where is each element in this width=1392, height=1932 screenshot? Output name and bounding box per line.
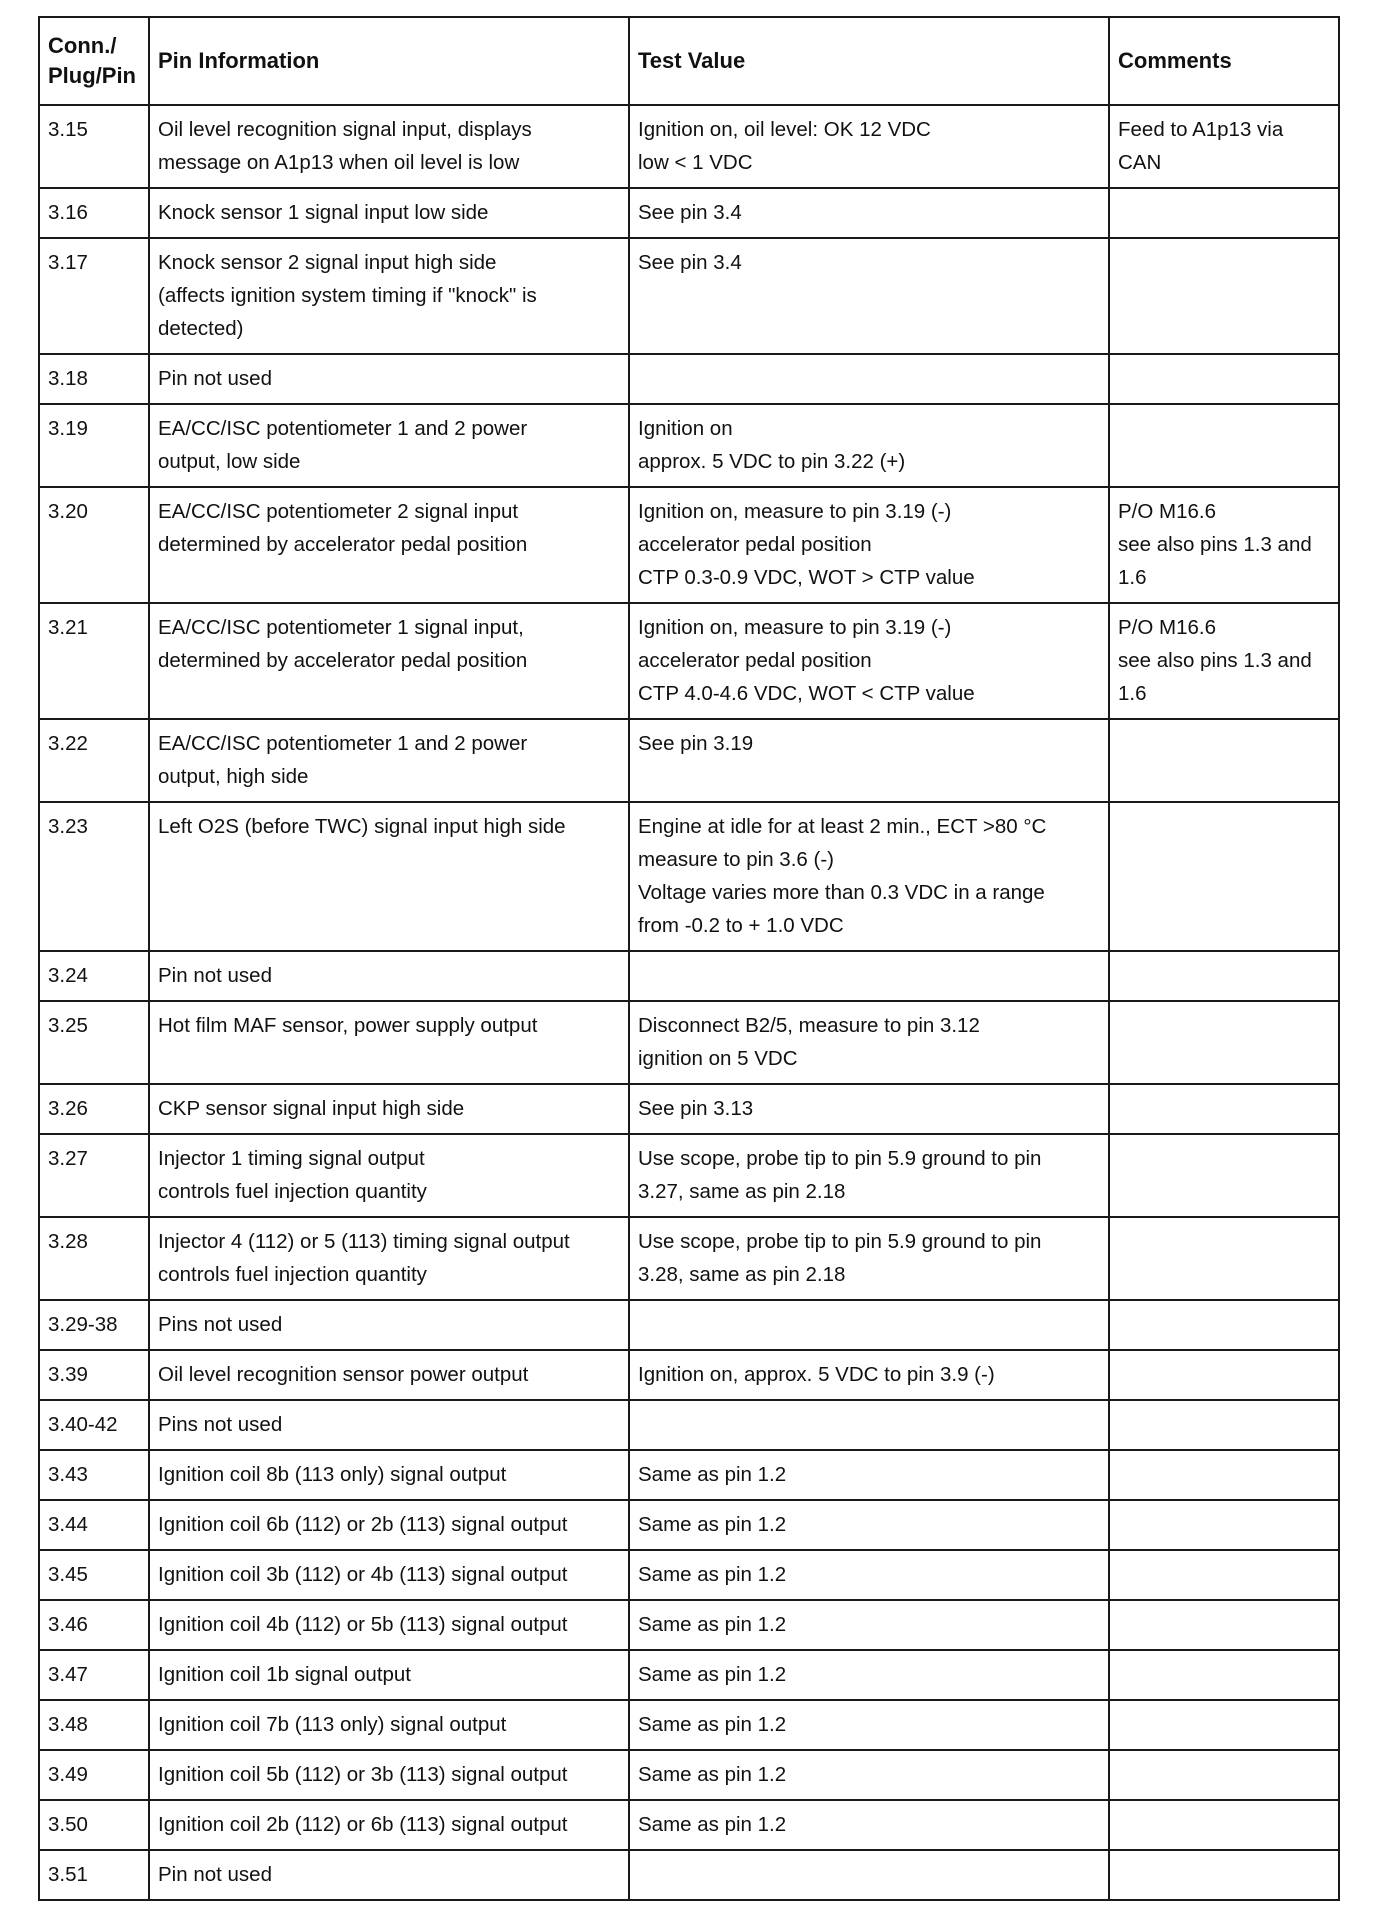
cell-pin: 3.40-42 <box>39 1400 149 1450</box>
cell-test-value <box>629 1850 1109 1900</box>
cell-comments <box>1109 1300 1339 1350</box>
cell-comments <box>1109 1350 1339 1400</box>
cell-pin: 3.43 <box>39 1450 149 1500</box>
cell-comments <box>1109 188 1339 238</box>
table-row <box>39 802 1339 951</box>
cell-pin-information: EA/CC/ISC potentiometer 1 signal input, determined by accelerator pedal position <box>149 603 629 719</box>
table-row <box>39 1084 1339 1134</box>
table-row <box>39 354 1339 404</box>
cell-pin-information: Knock sensor 1 signal input low side <box>149 188 629 238</box>
cell-pin-information: CKP sensor signal input high side <box>149 1084 629 1134</box>
cell-comments <box>1109 1850 1339 1900</box>
cell-pin: 3.27 <box>39 1134 149 1217</box>
table-row <box>39 1700 1339 1750</box>
cell-comments <box>1109 1134 1339 1217</box>
cell-pin-information: Pin not used <box>149 354 629 404</box>
table-row <box>39 1750 1339 1800</box>
cell-pin: 3.29-38 <box>39 1300 149 1350</box>
cell-pin-information: Hot film MAF sensor, power supply output <box>149 1001 629 1084</box>
cell-pin-information: Ignition coil 4b (112) or 5b (113) signal output <box>149 1600 629 1650</box>
cell-pin: 3.46 <box>39 1600 149 1650</box>
table-row <box>39 105 1339 188</box>
cell-pin-information: Oil level recognition sensor power output <box>149 1350 629 1400</box>
pin-information-table <box>38 16 1340 1901</box>
cell-pin: 3.45 <box>39 1550 149 1600</box>
cell-pin-information: EA/CC/ISC potentiometer 1 and 2 power output, low side <box>149 404 629 487</box>
cell-test-value: Ignition on, measure to pin 3.19 (-) accelerator pedal position CTP 0.3-0.9 VDC, WOT > CTP value <box>629 487 1109 603</box>
cell-pin-information: Ignition coil 6b (112) or 2b (113) signal output <box>149 1500 629 1550</box>
header-test-value: Test Value <box>629 17 1109 105</box>
cell-pin: 3.24 <box>39 951 149 1001</box>
table-row <box>39 951 1339 1001</box>
cell-comments: P/O M16.6 see also pins 1.3 and 1.6 <box>1109 603 1339 719</box>
cell-comments <box>1109 1750 1339 1800</box>
cell-pin: 3.21 <box>39 603 149 719</box>
table-row <box>39 1850 1339 1900</box>
table-row <box>39 404 1339 487</box>
cell-test-value <box>629 1300 1109 1350</box>
cell-test-value: Disconnect B2/5, measure to pin 3.12 ignition on 5 VDC <box>629 1001 1109 1084</box>
cell-pin: 3.20 <box>39 487 149 603</box>
cell-pin-information: Injector 4 (112) or 5 (113) timing signal output controls fuel injection quantity <box>149 1217 629 1300</box>
cell-pin-information: Pins not used <box>149 1400 629 1450</box>
cell-comments: Feed to A1p13 via CAN <box>1109 105 1339 188</box>
cell-comments <box>1109 1400 1339 1450</box>
cell-comments <box>1109 1800 1339 1850</box>
cell-test-value <box>629 354 1109 404</box>
cell-test-value: Same as pin 1.2 <box>629 1550 1109 1600</box>
cell-pin-information: Ignition coil 1b signal output <box>149 1650 629 1700</box>
cell-comments <box>1109 951 1339 1001</box>
table-header <box>39 17 1339 105</box>
table-row <box>39 1650 1339 1700</box>
cell-comments <box>1109 1217 1339 1300</box>
table-row <box>39 1600 1339 1650</box>
cell-test-value: Ignition on approx. 5 VDC to pin 3.22 (+) <box>629 404 1109 487</box>
header-row <box>39 17 1339 105</box>
cell-comments <box>1109 404 1339 487</box>
table-row <box>39 238 1339 354</box>
cell-comments <box>1109 1450 1339 1500</box>
cell-comments <box>1109 719 1339 802</box>
table-body <box>39 105 1339 1900</box>
cell-test-value: Same as pin 1.2 <box>629 1600 1109 1650</box>
cell-comments <box>1109 354 1339 404</box>
cell-pin-information: Injector 1 timing signal output controls fuel injection quantity <box>149 1134 629 1217</box>
header-pin-information: Pin Information <box>149 17 629 105</box>
cell-pin-information: EA/CC/ISC potentiometer 2 signal input determined by accelerator pedal position <box>149 487 629 603</box>
cell-pin: 3.23 <box>39 802 149 951</box>
table-row <box>39 1400 1339 1450</box>
cell-comments <box>1109 238 1339 354</box>
cell-comments <box>1109 1001 1339 1084</box>
cell-pin-information: Ignition coil 8b (113 only) signal output <box>149 1450 629 1500</box>
cell-pin: 3.18 <box>39 354 149 404</box>
cell-pin: 3.28 <box>39 1217 149 1300</box>
cell-comments <box>1109 1084 1339 1134</box>
cell-comments <box>1109 1650 1339 1700</box>
cell-pin: 3.25 <box>39 1001 149 1084</box>
cell-pin-information: Ignition coil 5b (112) or 3b (113) signal output <box>149 1750 629 1800</box>
table-row <box>39 487 1339 603</box>
header-comments: Comments <box>1109 17 1339 105</box>
cell-pin: 3.19 <box>39 404 149 487</box>
cell-test-value: Same as pin 1.2 <box>629 1450 1109 1500</box>
cell-pin: 3.39 <box>39 1350 149 1400</box>
cell-test-value: Ignition on, oil level: OK 12 VDC low < 1 VDC <box>629 105 1109 188</box>
table-row <box>39 1217 1339 1300</box>
table-row <box>39 1800 1339 1850</box>
cell-test-value: Ignition on, measure to pin 3.19 (-) accelerator pedal position CTP 4.0-4.6 VDC, WOT < CTP value <box>629 603 1109 719</box>
cell-pin: 3.50 <box>39 1800 149 1850</box>
cell-comments <box>1109 1700 1339 1750</box>
cell-pin: 3.15 <box>39 105 149 188</box>
cell-pin-information: Ignition coil 2b (112) or 6b (113) signal output <box>149 1800 629 1850</box>
cell-pin: 3.16 <box>39 188 149 238</box>
cell-pin-information: Pin not used <box>149 1850 629 1900</box>
cell-pin-information: EA/CC/ISC potentiometer 1 and 2 power output, high side <box>149 719 629 802</box>
cell-test-value: Same as pin 1.2 <box>629 1650 1109 1700</box>
table-row <box>39 719 1339 802</box>
cell-test-value: See pin 3.4 <box>629 238 1109 354</box>
cell-test-value <box>629 951 1109 1001</box>
cell-test-value: See pin 3.19 <box>629 719 1109 802</box>
cell-test-value <box>629 1400 1109 1450</box>
cell-comments: P/O M16.6 see also pins 1.3 and 1.6 <box>1109 487 1339 603</box>
cell-pin: 3.49 <box>39 1750 149 1800</box>
cell-comments <box>1109 1550 1339 1600</box>
cell-test-value: Same as pin 1.2 <box>629 1750 1109 1800</box>
cell-pin-information: Oil level recognition signal input, displays message on A1p13 when oil level is low <box>149 105 629 188</box>
table-row <box>39 1300 1339 1350</box>
cell-test-value: Engine at idle for at least 2 min., ECT >80 °C measure to pin 3.6 (-) Voltage varies more than 0.3 VDC in a range from -0.2 to + 1.0 VDC <box>629 802 1109 951</box>
table-row <box>39 1450 1339 1500</box>
cell-comments <box>1109 1500 1339 1550</box>
cell-pin: 3.26 <box>39 1084 149 1134</box>
table-row <box>39 188 1339 238</box>
cell-pin: 3.51 <box>39 1850 149 1900</box>
cell-test-value: Same as pin 1.2 <box>629 1500 1109 1550</box>
cell-pin-information: Ignition coil 7b (113 only) signal output <box>149 1700 629 1750</box>
cell-pin-information: Knock sensor 2 signal input high side (affects ignition system timing if "knock" is detected) <box>149 238 629 354</box>
cell-test-value: Same as pin 1.2 <box>629 1800 1109 1850</box>
table-row <box>39 1350 1339 1400</box>
table-row <box>39 1134 1339 1217</box>
cell-pin: 3.22 <box>39 719 149 802</box>
cell-test-value: See pin 3.4 <box>629 188 1109 238</box>
cell-pin: 3.48 <box>39 1700 149 1750</box>
cell-pin-information: Pins not used <box>149 1300 629 1350</box>
header-conn-plug-pin: Conn./ Plug/Pin <box>39 17 149 105</box>
cell-pin: 3.47 <box>39 1650 149 1700</box>
cell-test-value: Same as pin 1.2 <box>629 1700 1109 1750</box>
cell-comments <box>1109 802 1339 951</box>
table-row <box>39 1001 1339 1084</box>
table-row <box>39 1500 1339 1550</box>
table-row <box>39 1550 1339 1600</box>
cell-pin-information: Ignition coil 3b (112) or 4b (113) signal output <box>149 1550 629 1600</box>
cell-pin: 3.44 <box>39 1500 149 1550</box>
cell-pin: 3.17 <box>39 238 149 354</box>
cell-comments <box>1109 1600 1339 1650</box>
cell-test-value: Ignition on, approx. 5 VDC to pin 3.9 (-) <box>629 1350 1109 1400</box>
cell-pin-information: Pin not used <box>149 951 629 1001</box>
cell-pin-information: Left O2S (before TWC) signal input high side <box>149 802 629 951</box>
cell-test-value: Use scope, probe tip to pin 5.9 ground to pin 3.27, same as pin 2.18 <box>629 1134 1109 1217</box>
cell-test-value: See pin 3.13 <box>629 1084 1109 1134</box>
cell-test-value: Use scope, probe tip to pin 5.9 ground to pin 3.28, same as pin 2.18 <box>629 1217 1109 1300</box>
table-row <box>39 603 1339 719</box>
